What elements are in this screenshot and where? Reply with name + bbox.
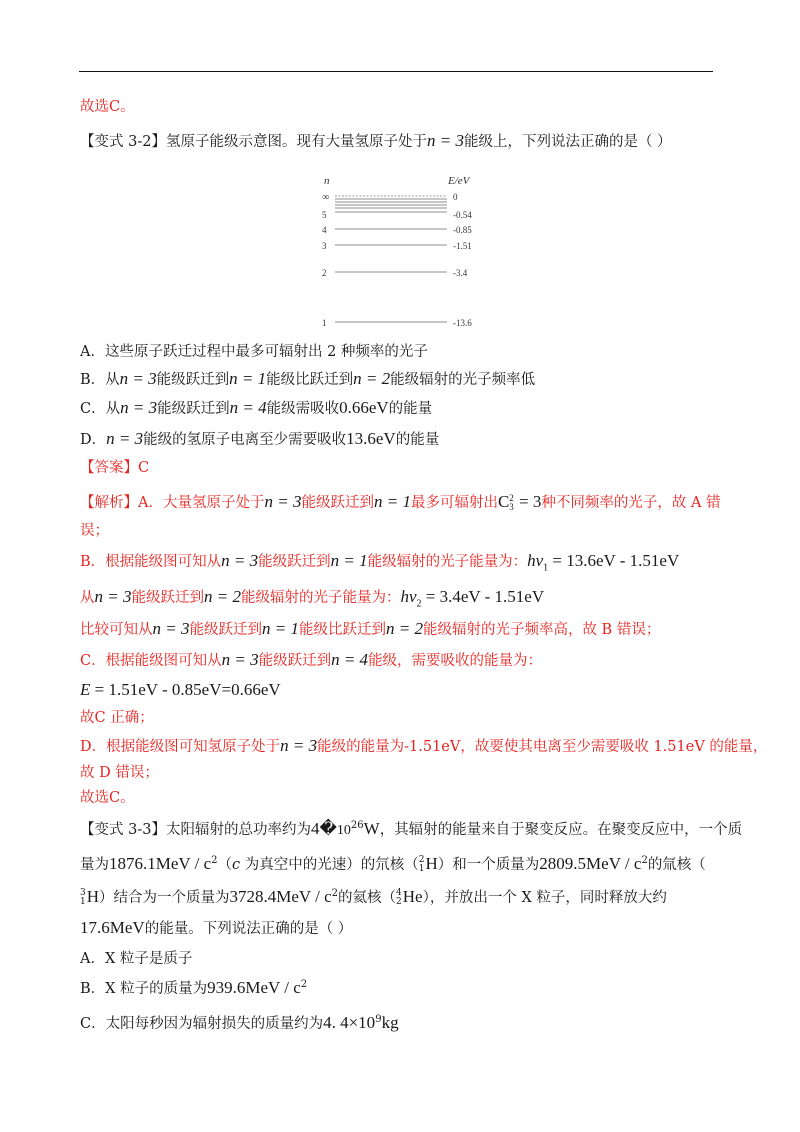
math-inline: 2809.5MeV / c — [539, 854, 642, 873]
stem-text: ，其辐射的能量来自于聚变反应。在聚变反应中，一个质 — [379, 822, 743, 838]
question-3-3-line-4 — [80, 919, 352, 938]
energy-formula — [400, 587, 545, 610]
analysis-text: 能级跃迁到 — [258, 554, 331, 570]
math-symbol: E — [80, 680, 91, 699]
level-e-label: -0.85 — [453, 225, 472, 235]
math-symbol: He — [402, 887, 423, 906]
analysis-text: 种不同频率的光子，故 A 错 — [541, 495, 721, 511]
analysis-text: 能级跃迁到 — [131, 590, 204, 606]
analysis-text: 比较可知从 — [80, 622, 153, 638]
math-inline: n = 1 — [261, 619, 299, 638]
math-inline: n = 1 — [330, 551, 368, 570]
analysis-d — [80, 737, 767, 756]
math-inline: n = 4 — [229, 398, 267, 417]
analysis-d-cont — [80, 764, 159, 782]
analysis-text: 能级跃迁到 — [258, 653, 332, 669]
option-text: A．这些原子跃迁过程中最多可辐射出 2 种频率的光子 — [80, 344, 428, 360]
option-text: 能级跃迁到 — [157, 401, 230, 417]
energy-level-diagram — [310, 172, 490, 332]
analysis-text: 能级跃迁到 — [301, 495, 374, 511]
math-symbol: hν — [400, 587, 417, 606]
math-inline: = 13.6eV - 1.51eV — [548, 551, 680, 570]
option-text: B．X 粒子的质量为 — [80, 981, 208, 997]
math-inline: n = 3 — [119, 369, 157, 388]
math-inline: 3728.4MeV / c — [229, 887, 332, 906]
option-text: 能级跃迁到 — [156, 372, 230, 388]
stem-text: ）结合为一个质量为 — [99, 890, 230, 906]
level-e-label: -13.6 — [453, 318, 472, 328]
analysis-text: 能级，需要吸收的能量为： — [368, 653, 543, 669]
analysis-b-3 — [80, 620, 660, 639]
level-n-label: ∞ — [322, 192, 330, 203]
stem-text: 为真空中的光速）的氘核（ — [240, 857, 419, 873]
option-c — [80, 399, 432, 418]
math-sup: 2 — [418, 855, 425, 865]
math-symbol: c — [232, 857, 241, 873]
question-3-3-line-1 — [80, 820, 742, 840]
analysis-c-conclusion — [80, 709, 154, 727]
math-inline: 10 — [336, 823, 351, 838]
math-sub: 1 — [418, 864, 425, 874]
math-sub: 1 — [80, 897, 86, 907]
stem-text: 量为 — [80, 857, 109, 873]
math-inline: 0.66eV — [339, 398, 389, 417]
answer-line — [80, 459, 149, 477]
analysis-text: 故C 正确； — [80, 710, 154, 726]
option-text: 能级辐射的光子频率低 — [390, 372, 536, 388]
option-text: A．X 粒子是质子 — [80, 951, 193, 967]
analysis-text: C．根据能级图可知从 — [80, 653, 222, 669]
option-text: 的能量 — [388, 401, 433, 417]
analysis-text: 能级辐射的光子能量为： — [240, 590, 401, 606]
math-sup: 2 — [211, 855, 218, 867]
math-sup: 2 — [300, 979, 308, 991]
analysis-text: 【解析】A．大量氢原子处于 — [80, 495, 265, 511]
stem-text: 的氦核（ — [338, 890, 397, 906]
level-e-label: -1.51 — [453, 241, 472, 251]
math-sup: 4 — [396, 888, 402, 898]
option-b — [80, 370, 535, 389]
math-inline: n = 3 — [426, 131, 464, 150]
math-sub: 2 — [396, 897, 402, 907]
math-sup: 2 — [509, 493, 514, 504]
option-a — [80, 343, 428, 361]
conclusion-text: 故选C。 — [80, 99, 135, 115]
level-n-label: 3 — [322, 241, 327, 251]
math-inline: n = 3 — [94, 587, 132, 606]
stem-text: 的能量。下列说法正确的是（ ） — [144, 921, 353, 937]
option-text: D． — [80, 432, 107, 448]
analysis-text: 能级的能量为-1.51eV，故要使其电离至少需要吸收 1.51eV 的能量， — [317, 739, 768, 755]
math-symbol: C — [497, 492, 510, 511]
stem-text: （ — [217, 857, 233, 873]
analysis-text: 误； — [80, 523, 109, 539]
math-inline: kg — [381, 1013, 399, 1032]
option-text: 能级需吸收 — [266, 401, 340, 417]
level-e-label: -0.54 — [453, 210, 472, 220]
math-inline: = 1.51eV - 0.85eV=0.66eV — [90, 680, 281, 699]
math-inline: = 3.4eV - 1.51eV — [421, 587, 545, 606]
analysis-a — [80, 493, 721, 512]
math-sup: 3 — [80, 888, 86, 898]
math-inline: W — [363, 819, 380, 838]
analysis-text: 能级辐射的光子频率高，故 B 错误； — [422, 622, 661, 638]
question-3-2-stem — [80, 132, 672, 151]
stem-text: 氢原子能级示意图。现有大量氢原子处于 — [165, 134, 427, 150]
stem-text: 的氚核（ — [647, 857, 706, 873]
math-inline: 939.6MeV / c — [207, 978, 301, 997]
math-inline: n = 3 — [106, 429, 144, 448]
header-rule — [79, 71, 713, 72]
analysis-b — [80, 551, 680, 574]
math-sup: 9 — [375, 1014, 382, 1026]
math-inline: 17.6MeV — [80, 918, 145, 937]
option-text: C．太阳每秒因为辐射损失的质量约为 — [80, 1016, 324, 1032]
question-3-3-line-2 — [80, 855, 706, 874]
math-glyph: � — [319, 819, 337, 838]
analysis-a-cont — [80, 522, 109, 540]
q33-option-a — [80, 950, 192, 968]
analysis-c — [80, 651, 542, 670]
level-n-label: 4 — [322, 225, 327, 235]
option-text: 能级比跃迁到 — [266, 372, 354, 388]
math-inline: n = 2 — [203, 587, 241, 606]
option-text: 能级的氢原子电离至少需要吸收 — [143, 432, 347, 448]
option-text: B．从 — [80, 372, 120, 388]
analysis-text: B．根据能级图可知从 — [80, 554, 222, 570]
math-inline: n = 3 — [264, 492, 302, 511]
question-3-3-line-3 — [80, 888, 667, 907]
math-inline: = 3 — [514, 492, 542, 511]
analysis-final — [80, 789, 135, 807]
analysis-b-2 — [80, 587, 545, 610]
analysis-text: 故选C。 — [80, 790, 135, 806]
math-inline: 4. 4×10 — [323, 1013, 376, 1032]
option-text: C．从 — [80, 401, 121, 417]
math-inline: n = 3 — [221, 650, 259, 669]
stem-text: 能级上，下列说法正确的是（ ） — [463, 134, 672, 150]
analysis-text: 故 D 错误； — [80, 765, 159, 781]
analysis-c-formula — [80, 681, 281, 700]
analysis-text: 能级辐射的光子能量为： — [367, 554, 528, 570]
analysis-text: D．根据能级图可知氢原子处于 — [80, 739, 281, 755]
level-e-label: -3.4 — [453, 268, 468, 278]
question-tag: 【变式 3-2】 — [80, 134, 166, 150]
math-sub: 3 — [509, 502, 514, 513]
math-inline: 4 — [310, 819, 320, 838]
math-symbol: H — [86, 887, 100, 906]
text-line — [80, 98, 135, 116]
q33-option-c — [80, 1014, 399, 1033]
analysis-text: 最多可辐射出 — [410, 495, 498, 511]
math-inline: n = 1 — [373, 492, 411, 511]
stem-text: ）和一个质量为 — [437, 857, 540, 873]
math-symbol: hν — [527, 551, 544, 570]
level-n-label: 1 — [322, 318, 327, 328]
combination-formula — [498, 492, 541, 511]
level-e-label: 0 — [453, 192, 458, 202]
stem-text: ），并放出一个 X 粒子，同时释放大约 — [422, 890, 667, 906]
math-sub: 1 — [543, 562, 549, 574]
math-inline: n = 3 — [221, 551, 259, 570]
math-sup: 2 — [641, 855, 648, 867]
math-sub: 2 — [416, 598, 422, 610]
math-inline: n = 3 — [152, 619, 190, 638]
option-text: 的能量 — [395, 432, 440, 448]
diagram-e-header: E/eV — [448, 175, 470, 187]
level-n-label: 2 — [322, 268, 327, 278]
math-sup: 26 — [350, 820, 364, 832]
analysis-text: 能级跃迁到 — [189, 622, 262, 638]
math-inline: 1876.1MeV / c — [109, 854, 212, 873]
math-symbol: H — [425, 854, 438, 873]
math-inline: n = 2 — [385, 619, 423, 638]
math-inline: 13.6eV — [346, 429, 396, 448]
diagram-n-header: n — [324, 175, 330, 187]
math-inline: n = 3 — [280, 736, 318, 755]
math-inline: n = 4 — [331, 650, 369, 669]
energy-formula — [527, 551, 680, 574]
analysis-text: 从 — [80, 590, 95, 606]
level-n-label: 5 — [322, 210, 327, 220]
analysis-text: 能级比跃迁到 — [298, 622, 386, 638]
math-inline: n = 3 — [120, 398, 158, 417]
math-inline: n = 2 — [353, 369, 391, 388]
q33-option-b — [80, 979, 307, 998]
math-inline: n = 1 — [229, 369, 267, 388]
option-d — [80, 430, 439, 449]
math-sup: 2 — [331, 888, 339, 900]
stem-text: 【变式 3-3】太阳辐射的总功率约为 — [80, 822, 311, 838]
answer-text: 【答案】C — [80, 460, 150, 476]
